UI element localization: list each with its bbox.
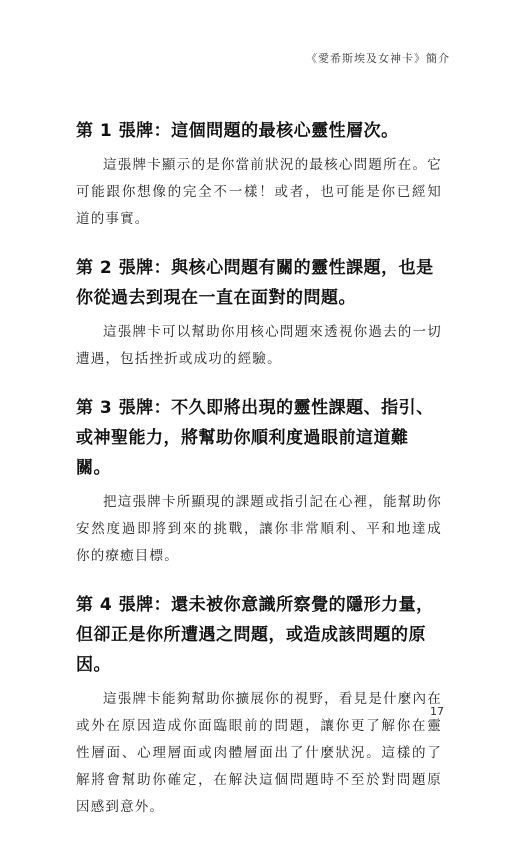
section-heading: 第 2 張牌：與核心問題有關的靈性課題，也是你從過去到現在一直在面對的問題。 bbox=[76, 258, 434, 308]
section-heading: 第 4 張牌：還未被你意識所察覺的隱形力量，但卻正是你所遭遇之問題，或造成該問題的原因。 bbox=[76, 595, 434, 675]
page-content bbox=[76, 116, 442, 841]
card-position-2 bbox=[76, 253, 442, 373]
page-number: 17 bbox=[430, 705, 444, 718]
section-body: 這張牌卡顯示的是你當前狀況的最核心問題所在。它可能跟你想像的完全不一樣！或者，也可能是你已經知道的事實。 bbox=[76, 157, 442, 227]
card-position-1 bbox=[76, 116, 442, 233]
card-position-4 bbox=[76, 590, 442, 821]
section-body: 這張牌卡能夠幫助你擴展你的視野，看見是什麼內在或外在原因造成你面臨眼前的問題，讓你更了解你在靈性層面、心理層面或肉體層面出了什麼狀況。這樣的了解將會幫助你確定，在解決這個問題時不至於對問題原因感到意外。 bbox=[76, 691, 442, 815]
section-body: 這張牌卡可以幫助你用核心問題來透視你過去的一切遭遇，包括挫折或成功的經驗。 bbox=[76, 324, 442, 367]
section-heading: 第 3 張牌：不久即將出現的靈性課題、指引、或神聖能力，將幫助你順利度過眼前這道難關。 bbox=[76, 398, 434, 478]
card-position-3 bbox=[76, 393, 442, 570]
section-body: 把這張牌卡所顯現的課題或指引記在心裡，能幫助你安然度過即將到來的挑戰，讓你非常順利、平和地達成你的療癒目標。 bbox=[76, 494, 442, 564]
section-heading: 第 1 張牌：這個問題的最核心靈性層次。 bbox=[76, 121, 399, 141]
running-header: 《愛希斯埃及女神卡》簡介 bbox=[306, 52, 450, 65]
